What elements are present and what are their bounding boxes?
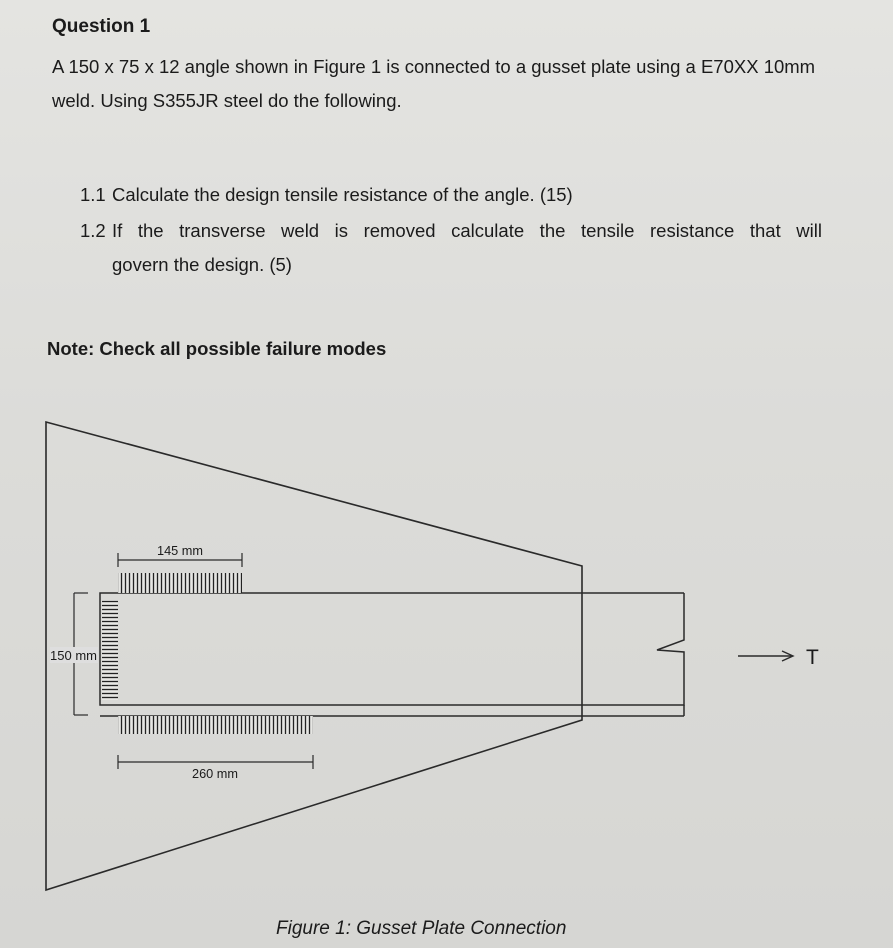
bottom-longitudinal-weld [118, 716, 313, 734]
note: Note: Check all possible failure modes [47, 338, 387, 359]
top-longitudinal-weld [118, 573, 242, 593]
angle-section [100, 593, 684, 705]
sub-question-1-2 [80, 214, 822, 282]
dimension-label-260mm: 260 mm [192, 766, 238, 781]
question-title: Question 1 [52, 16, 151, 37]
sub-question-number: 1.1 [80, 184, 106, 205]
sub-question-text-continued: govern the design. (5) [112, 254, 292, 275]
gusset-plate-figure [0, 400, 893, 948]
sub-question-1-1 [80, 178, 822, 212]
sub-question-text: Calculate the design tensile resistance of the angle. (15) [112, 184, 573, 205]
transverse-weld [102, 600, 118, 700]
figure-caption: Figure 1: Gusset Plate Connection [276, 918, 567, 939]
sub-question-text: If the transverse weld is removed calculate the tensile resistance that will [112, 220, 822, 241]
gusset-plate [46, 422, 582, 890]
dimension-label-150mm: 150 mm [50, 648, 97, 663]
question-intro: A 150 x 75 x 12 angle shown in Figure 1 is connected to a gusset plate using a E70XX 10mm weld. Using S355JR steel do the following. [52, 56, 816, 111]
tension-force-label: T [806, 646, 819, 669]
tension-arrow [738, 651, 793, 661]
sub-question-number: 1.2 [80, 220, 106, 241]
dimension-label-145mm: 145 mm [157, 543, 203, 558]
sub-question-line-1 [80, 214, 822, 248]
